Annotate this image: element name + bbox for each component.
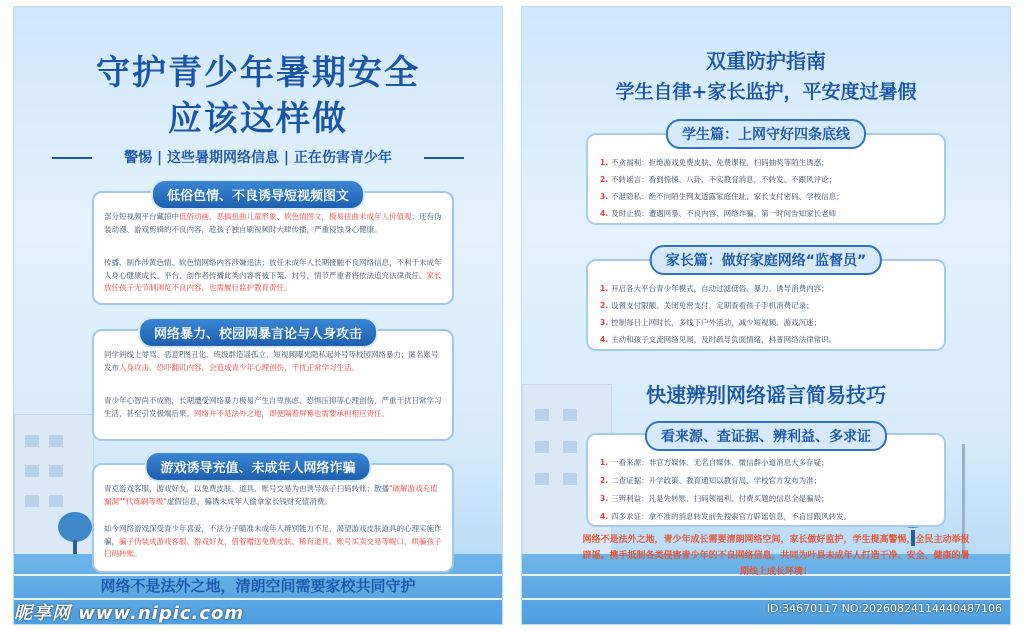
parent-item-1: 1. 开启各大平台青少年模式，自动过滤低俗、暴力、诱导消费内容； — [600, 284, 829, 293]
left-poster — [13, 6, 503, 625]
section-3-paragraph-2: 如今网络游戏深受青少年喜爱，不法分子瞄准未成年人辨别能力不足、渴望游戏皮肤道具的心理实施诈骗，骗子伪装成游戏客服、游戏好友，借着赠送免费皮肤、稀有道具、账号买卖交易等幌口，哄骗孩子扫码转账。 — [104, 524, 442, 558]
rumor-item-1: 1. 一看来源：非官方媒体、无名自媒体、微信群小道消息大多存疑； — [600, 458, 829, 467]
page-title-line2: 应该这样做 — [168, 99, 348, 139]
tree-illustration — [58, 512, 92, 542]
section-1-paragraph-1: 部分短视频平台藏掠中低俗动画、恶搞扭曲儿童形象、软色情图文，极易扭曲未成年人价值观；还有伪装动漫、游戏剪辑的不良内容，趁孩子独自刷视频时大肆传播，严重侵蚀身心健康。 — [104, 212, 442, 234]
guide-title: 双重防护指南 — [706, 49, 826, 73]
school-building-left — [14, 414, 94, 564]
section-heading-2: 网络暴力、校园网暴言论与人身攻击 — [138, 317, 378, 348]
student-item-4: 4. 及时止损：遭遇网暴、不良内容、网络诈骗，第一时间告知家长老师 — [600, 209, 837, 218]
parent-item-2: 2. 设置支付限额、关闭免密支付，定期查看孩子手机消费记录； — [600, 301, 814, 310]
page-title-line1: 守护青少年暑期安全 — [96, 53, 420, 93]
subtitle-text: 警惕 | 这些暑期网络信息 | 正在伤害青少年 — [124, 150, 392, 166]
subtitle-row — [32, 147, 484, 169]
rumor-item-4: 4. 四多求证：拿不准的消息转发前先搜索官方辟谣信息，不盲目跟风转发。 — [600, 512, 852, 521]
student-item-2: 2. 不转谣言：看到惊悚、八卦、不实教育消息，不转发、不跟风评论； — [600, 175, 837, 184]
parent-item-3: 3. 控制每日上网时长，多线下户外活动，减少短视频、游戏沉迷； — [600, 318, 822, 327]
rumor-title: 快速辨别网络谣言简易技巧 — [646, 383, 886, 407]
student-heading: 学生篇：上网守好四条底线 — [666, 119, 866, 149]
bottom-slogan: 网络不是法外之地，清朗空间需要家校共同守护 — [100, 577, 416, 595]
parent-heading: 家长篇：做好家庭网络“监督员” — [650, 245, 882, 275]
guide-subtitle: 学生自律+家长监护，平安度过暑假 — [615, 81, 917, 103]
section-2-paragraph-2: 青少年心智尚不成熟，长期遭受网络暴力极易产生自卑焦虑、恐惧压抑等心理创伤，严重干扰日常学习生活，甚至引发极端后果。网络并不是法外之地，即便隔着屏幕也需要承担相应责任。 — [104, 396, 442, 418]
section-3-paragraph-1: 青克游戏客服、游戏好友，以免费皮肤、道具、账号交易为由诱导孩子扫码转账；散播"破解游戏充值漏洞""代练刷等级"虚假信息，骗诱未成年人偷拿家长钱财充值消费。 — [104, 484, 438, 506]
watermark-logo: 昵享网 www.nipic.com — [14, 603, 245, 624]
section-heading-1: 低俗色情、不良诱导短视频图文 — [151, 179, 365, 210]
footer-message: 网络不是法外之地，青少年成长需要清朗网络空间，家长做好监护，学生提高警惕，全民主动举报辟谣。携手抵制各类侵害青少年的不良网络信息，共同为叶县未成年人打造干净、安全、健康的暑期线上成长环境！ — [582, 535, 970, 577]
section-1-paragraph-2: 传播、制作涉黄色情、软色情网络内容涉嫌违法；放任未成年人长期接触不良网络信息，不利于未成年人身心健康成长。平台、创作者传播此类内容将被下架、封号，情节严重者将依法追究法律责任。家长放任孩子无节制浏览不良内容，也需履行监护教育责任。 — [104, 258, 442, 292]
right-poster — [521, 6, 1011, 625]
section-2-paragraph-1: 同学间线上辱骂、恶意P图丑化、班级群造谣孤立、短视频曝光隐私起外号等校园网络暴力；匿名账号发布人身攻击、恐吓翻讥内容，会造成青少年心理创伤，干扰正常学习生活。 — [104, 350, 439, 372]
student-item-3: 3. 不泄隐私：绝不向陌生网友透露家庭住址、家长支付密码、学校信息； — [600, 192, 844, 201]
section-heading-3: 游戏诱导充值、未成年人网络诈骗 — [144, 451, 371, 482]
rumor-item-2: 2. 二查证据：升学政策、教育通知以教育局、学校官方发布为准； — [600, 476, 822, 485]
watermark-id: ID:34670117 NO:20260824114440487106 — [766, 602, 1002, 615]
rumor-item-3: 3. 三辨利益：凡是先转账、扫码领福利、付费买题的信息全是骗局； — [600, 494, 829, 503]
student-item-1: 1. 不贪福利：拒绝游戏免费皮肤、免费课程、扫码抽奖等陌生诱惑； — [600, 158, 829, 167]
rumor-heading: 看来源、查证据、辨利益、多求证 — [645, 421, 887, 451]
parent-item-4: 4. 主动和孩子交流网络见闻，及时疏导负面情绪，科普网络法律常识。 — [600, 335, 837, 344]
